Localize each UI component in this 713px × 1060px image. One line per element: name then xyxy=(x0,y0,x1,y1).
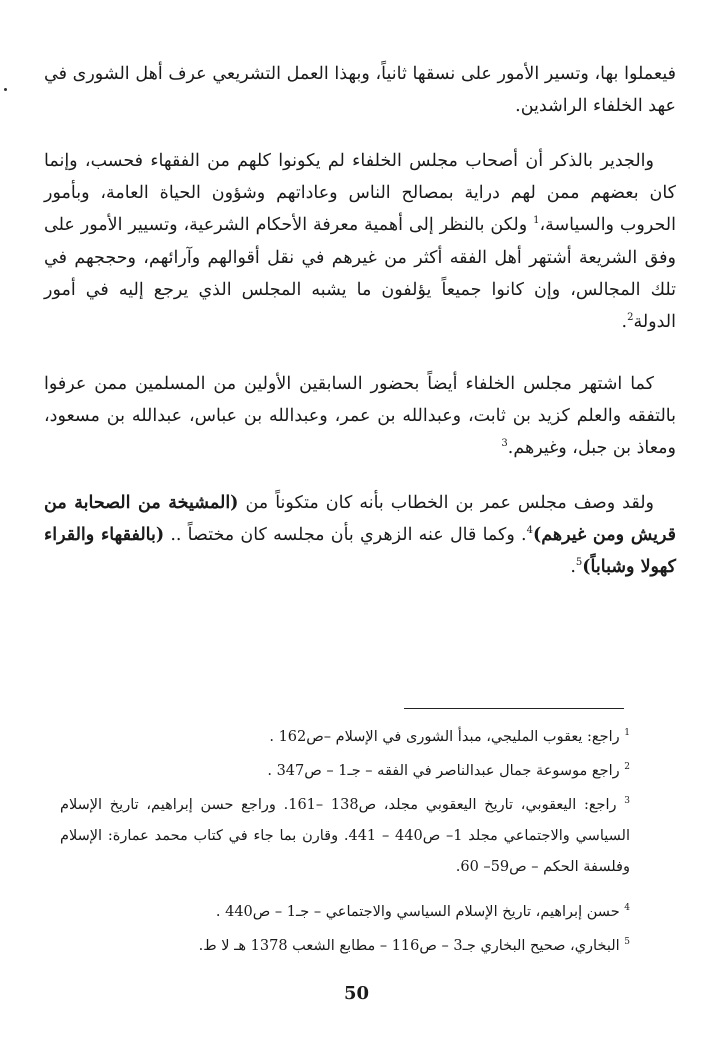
footnote-number: 3 xyxy=(624,796,630,807)
footnote-text: حسن إبراهيم، تاريخ الإسلام السياسي والاجتماعي – جـ1 – ص440 . xyxy=(215,904,625,920)
footnote-text: راجع موسوعة جمال عبدالناصر في الفقه – جـ1 – ص347 . xyxy=(267,763,625,779)
footnote-text: راجع: يعقوب المليجي، مبدأ الشورى في الإسلام –ص162 . xyxy=(269,729,625,745)
text-run: . xyxy=(621,312,628,333)
footnote-1 xyxy=(60,722,630,753)
text-run: . وكما قال عنه الزهري بأن مجلسه كان مختصاً .. xyxy=(164,525,527,546)
footnote-2 xyxy=(60,756,630,787)
footnote-reference: 5 xyxy=(575,557,583,569)
quoted-phrase: (بالفقهاء والقراء كهولا وشباباً) xyxy=(44,525,676,578)
footnote-text: راجع: اليعقوبي، تاريخ اليعقوبي مجلد، ص138 –161. وراجع حسن إبراهيم، تاريخ الإسلام السياسي والاجتماعي مجلد 1– ص440 – 441. وقارن بما جاء في كتاب محمد عمارة: الإسلام وفلسفة الحكم – ص59– 60. xyxy=(60,797,630,875)
footnote-reference: 2 xyxy=(627,312,634,324)
text-run: ولكن بالنظر إلى أهمية معرفة الأحكام الشرعية، وتسيير الأمور على وفق الشريعة أشتهر أهل الفقه أكثر من غيرهم في نقل أقوالهم وآرائهم، وحججهم في تلك المجالس، وإن كانوا جميعاً يؤلفون ما يشبه المجلس الذي يرجع إليه في أمور الدولة xyxy=(44,215,676,333)
footnote-number: 5 xyxy=(624,937,630,948)
text-run: والجدير بالذكر أن أصحاب مجلس الخلفاء لم يكونوا كلهم من الفقهاء فحسب، وإنما كان بعضهم ممن لهم دراية بمصالح الناس وعاداتهم وشؤون الحياة العامة، وبأمور الحروب والسياسة، xyxy=(44,151,676,236)
text-run: . xyxy=(570,557,576,578)
footnote-text: البخاري، صحيح البخاري جـ3 – ص116 – مطابع الشعب 1378 هـ لا ط. xyxy=(198,938,625,954)
paragraph-4 xyxy=(44,487,676,584)
quoted-phrase: (المشيخة من الصحابة من قريش ومن غيرهم) xyxy=(44,493,677,546)
paragraph-2 xyxy=(44,145,676,338)
footnote-4 xyxy=(60,897,630,928)
text-run: فيعملوا بها، وتسير الأمور على نسقها ثانياً، وبهذا العمل التشريعي عرف أهل الشورى في عهد الخلفاء الراشدين. xyxy=(44,64,676,117)
footnote-number: 2 xyxy=(624,762,630,773)
text-run: كما اشتهر مجلس الخلفاء أيضاً بحضور السابقين الأولين من المسلمين ممن عرفوا بالتفقه والعلم كزيد بن ثابت، وعبدالله بن عمر، وعبدالله بن عباس، عبدالله بن مسعود، ومعاذ بن جبل، وغيرهم. xyxy=(44,374,676,459)
footnote-reference: 4 xyxy=(526,525,533,537)
footnote-number: 4 xyxy=(624,903,630,914)
paragraph-1 xyxy=(44,58,676,122)
footnote-3 xyxy=(60,790,630,882)
page-number: 50 xyxy=(343,983,370,1004)
footnote-number: 1 xyxy=(624,728,630,739)
scan-speck xyxy=(4,88,7,91)
footnote-5 xyxy=(60,931,630,962)
text-run: ولقد وصف مجلس عمر بن الخطاب بأنه كان متكوناً من xyxy=(238,493,654,513)
paragraph-3 xyxy=(44,368,676,465)
footnote-reference: 1 xyxy=(533,215,540,227)
footnote-reference: 3 xyxy=(501,438,508,450)
footnote-separator xyxy=(404,708,624,709)
